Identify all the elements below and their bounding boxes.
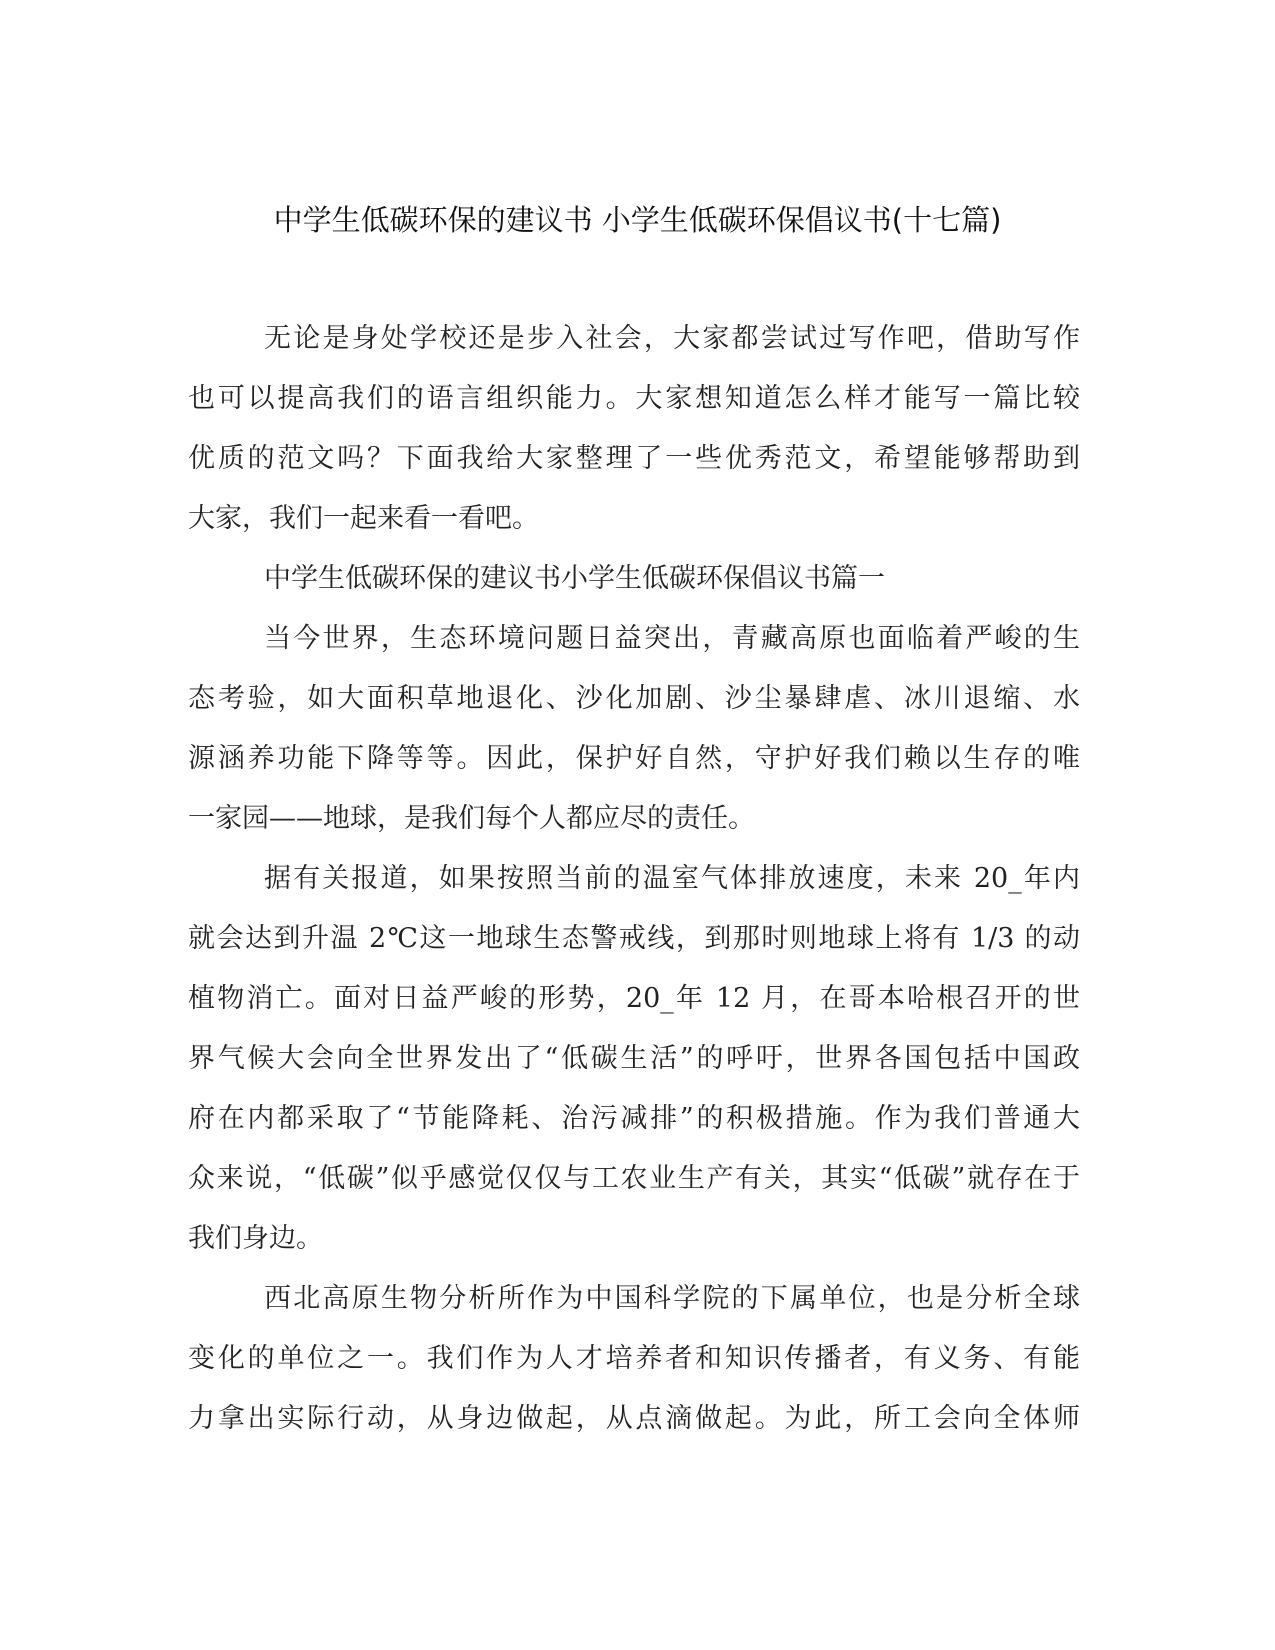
paragraph-report [188, 849, 1080, 1269]
text-line: 大家，我们一起来看一看吧。 [188, 503, 539, 534]
text-line: 据有关报道，如果按照当前的温室气体排放速度，未来 20_年内 [264, 863, 1080, 894]
text-line: 无论是身处学校还是步入社会，大家都尝试过写作吧，借助写作 [264, 323, 1080, 354]
document-title: 中学生低碳环保的建议书 小学生低碳环保倡议书(十七篇) [273, 203, 1002, 237]
text-line: 众来说，“低碳”似乎感觉仅仅与工农业生产有关，其实“低碳”就存在于 [188, 1163, 1080, 1194]
text-line: 就会达到升温 2℃这一地球生态警戒线，到那时则地球上将有 1/3 的动 [188, 923, 1080, 954]
text-line: 态考验，如大面积草地退化、沙化加剧、沙尘暴肆虐、冰川退缩、水 [188, 683, 1080, 714]
text-line: 植物消亡。面对日益严峻的形势，20_年 12 月，在哥本哈根召开的世 [188, 983, 1080, 1014]
section-heading-text: 中学生低碳环保的建议书小学生低碳环保倡议书篇一 [264, 563, 885, 594]
text-line: 也可以提高我们的语言组织能力。大家想知道怎么样才能写一篇比较 [188, 383, 1080, 414]
text-line: 西北高原生物分析所作为中国科学院的下属单位，也是分析全球 [264, 1283, 1080, 1314]
text-line: 当今世界，生态环境问题日益突出，青藏高原也面临着严峻的生 [264, 623, 1080, 654]
document-body [188, 309, 1080, 1449]
text-line: 府在内都采取了“节能降耗、治污减排”的积极措施。作为我们普通大 [188, 1103, 1080, 1134]
paragraph-world [188, 609, 1080, 849]
text-line: 我们身边。 [188, 1223, 323, 1254]
text-line: 力拿出实际行动，从身边做起，从点滴做起。为此，所工会向全体师 [188, 1403, 1080, 1434]
section-heading [188, 549, 1080, 609]
text-line: 变化的单位之一。我们作为人才培养者和知识传播者，有义务、有能 [188, 1343, 1080, 1374]
text-line: 源涵养功能下降等等。因此，保护好自然，守护好我们赖以生存的唯 [188, 743, 1080, 774]
text-line: 优质的范文吗？下面我给大家整理了一些优秀范文，希望能够帮助到 [188, 443, 1080, 474]
text-line: 界气候大会向全世界发出了“低碳生活”的呼吁，世界各国包括中国政 [188, 1043, 1080, 1074]
paragraph-intro [188, 309, 1080, 549]
text-line: 一家园——地球，是我们每个人都应尽的责任。 [188, 803, 755, 834]
paragraph-institute [188, 1269, 1080, 1449]
